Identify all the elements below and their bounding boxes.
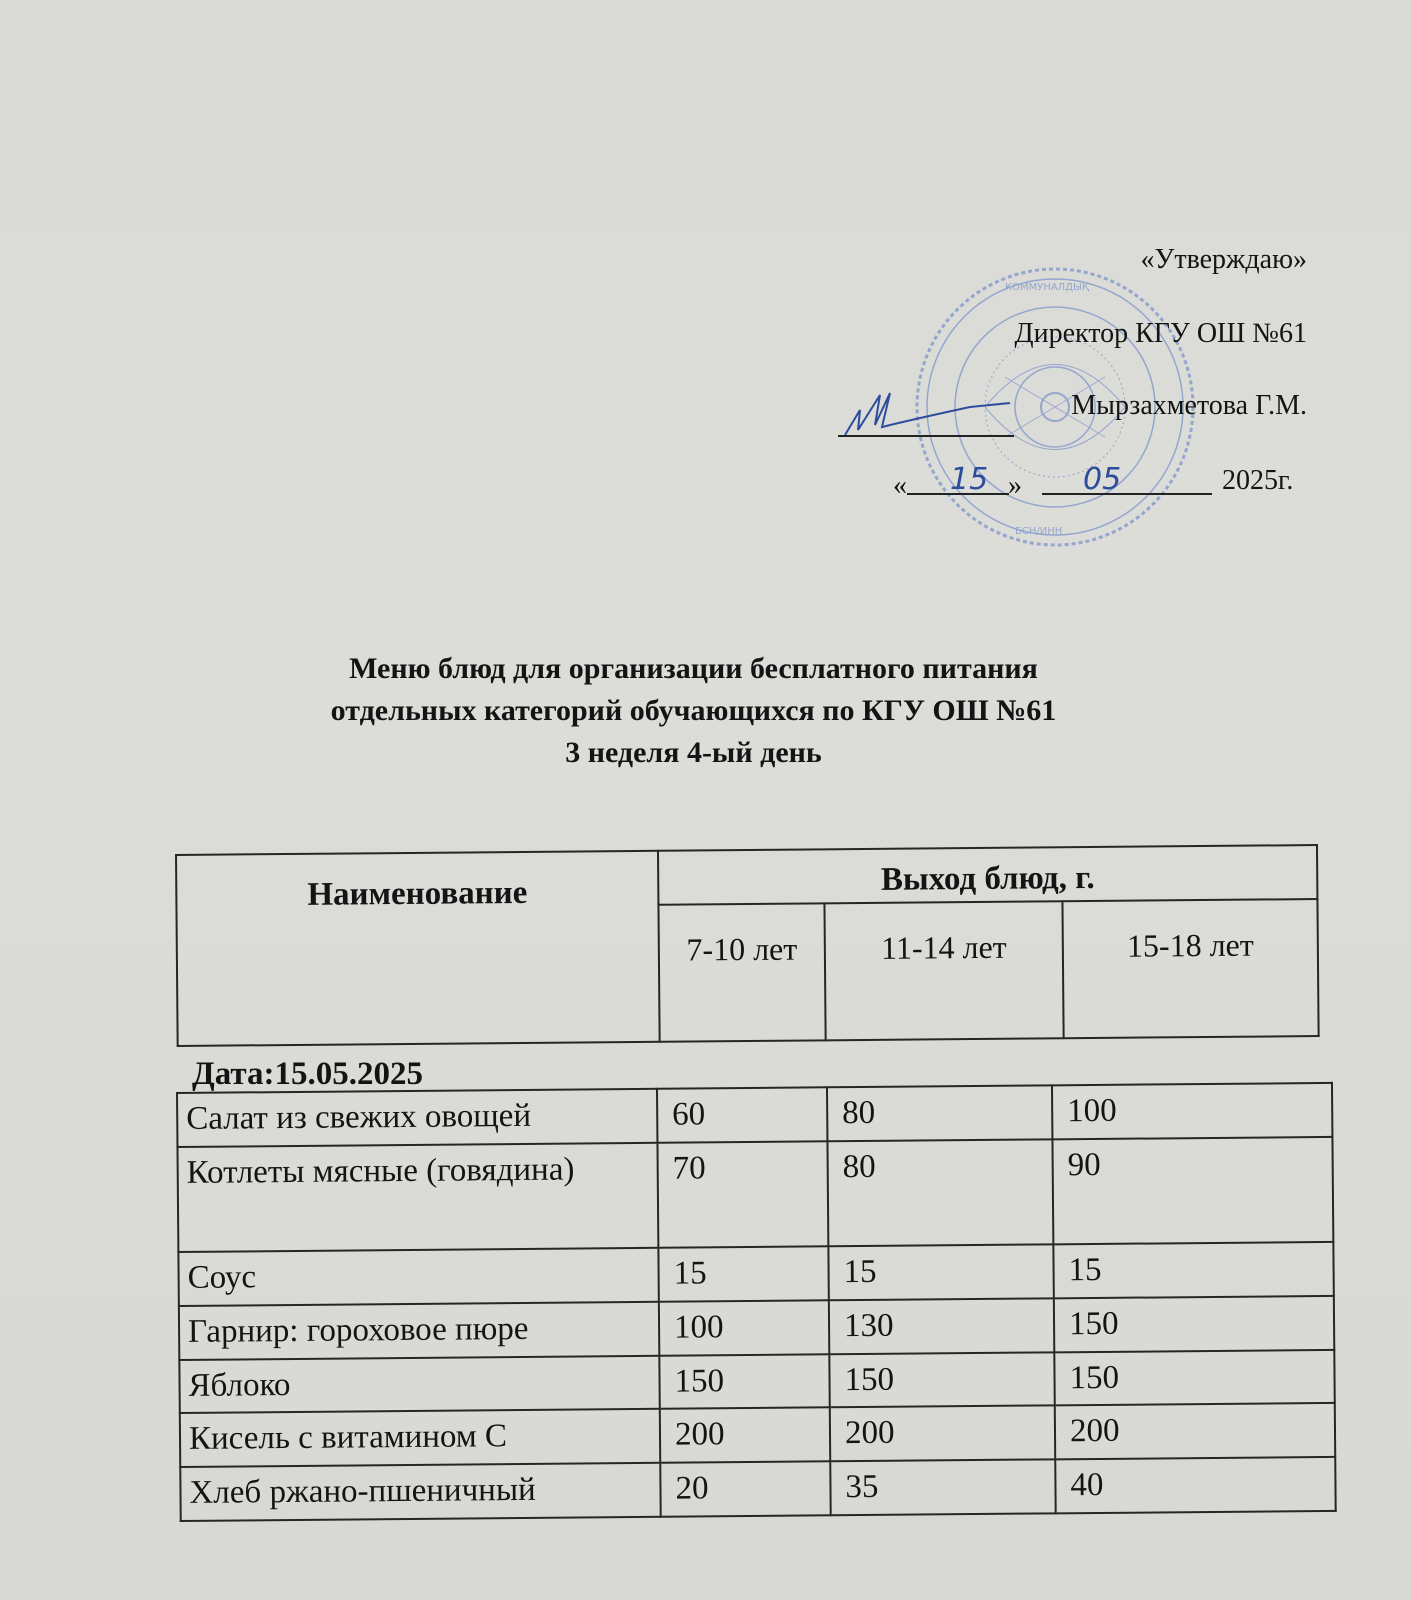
menu-header-table (175, 844, 1318, 1047)
yield-7-10: 60 (657, 1087, 827, 1142)
title-line-3: 3 неделя 4-ый день (565, 736, 822, 769)
column-header-age-7-10: 7-10 лет (658, 903, 825, 1041)
table-row (180, 1457, 1335, 1521)
yield-11-14: 80 (827, 1139, 1053, 1246)
approval-year: 2025г. (1222, 465, 1294, 496)
column-header-age-11-14: 11-14 лет (824, 901, 1063, 1040)
yield-11-14: 130 (829, 1298, 1054, 1354)
table-row (178, 1242, 1333, 1306)
director-signature-icon (830, 365, 1030, 445)
dish-name: Яблоко (179, 1355, 659, 1413)
svg-text:КОММУНАЛДЫҚ: КОММУНАЛДЫҚ (1005, 282, 1089, 293)
dish-name: Соус (178, 1248, 658, 1306)
yield-15-18: 200 (1055, 1403, 1335, 1459)
column-header-name: Наименование (176, 851, 660, 1046)
table-row (177, 1137, 1333, 1253)
yield-15-18: 15 (1053, 1242, 1333, 1298)
yield-15-18: 90 (1052, 1137, 1333, 1245)
yield-15-18: 100 (1052, 1083, 1332, 1139)
dish-name: Котлеты мясные (говядина) (177, 1143, 658, 1253)
svg-text:БСН/ИНН: БСН/ИНН (1015, 526, 1063, 537)
handwritten-month: 05 (1083, 462, 1122, 497)
document-title (0, 648, 1399, 774)
date-month-line (1042, 493, 1212, 495)
dish-name: Салат из свежих овощей (177, 1089, 657, 1147)
yield-7-10: 20 (660, 1461, 830, 1516)
yield-15-18: 40 (1055, 1457, 1335, 1513)
title-line-2: отдельных категорий обучающихся по КГУ ОШ №61 (330, 694, 1057, 727)
yield-15-18: 150 (1054, 1350, 1334, 1406)
dish-name: Гарнир: гороховое пюре (179, 1302, 659, 1360)
date-open-quote: « (893, 470, 907, 501)
yield-11-14: 80 (827, 1085, 1052, 1141)
date-close-quote: » (1008, 470, 1022, 501)
dish-name: Кисель с витамином С (180, 1409, 660, 1467)
signature-line (838, 435, 1014, 437)
yield-11-14: 200 (830, 1406, 1055, 1462)
yield-7-10: 100 (659, 1300, 829, 1355)
dish-name: Хлеб ржано-пшеничный (180, 1463, 660, 1521)
yield-7-10: 200 (660, 1408, 830, 1463)
column-header-age-15-18: 15-18 лет (1062, 899, 1318, 1038)
yield-7-10: 150 (659, 1354, 829, 1409)
approval-director-name: Мырзахметова Г.М. (1071, 390, 1307, 421)
title-line-1: Меню блюд для организации бесплатного питания (349, 652, 1038, 685)
yield-7-10: 15 (658, 1247, 828, 1302)
yield-15-18: 150 (1054, 1296, 1334, 1352)
table-row (177, 1083, 1332, 1147)
approval-title: «Утверждаю» (1140, 244, 1307, 275)
handwritten-day: 15 (950, 462, 989, 497)
yield-11-14: 150 (829, 1352, 1054, 1408)
menu-date-label: Дата:15.05.2025 (192, 1056, 423, 1092)
menu-items-table (176, 1082, 1335, 1522)
yield-11-14: 35 (830, 1460, 1055, 1516)
approval-position: Директор КГУ ОШ №61 (1014, 318, 1307, 349)
column-header-yield: Выход блюд, г. (658, 845, 1317, 905)
yield-7-10: 70 (657, 1141, 828, 1248)
table-row (180, 1403, 1335, 1467)
yield-11-14: 15 (828, 1245, 1053, 1301)
table-row (179, 1350, 1334, 1414)
